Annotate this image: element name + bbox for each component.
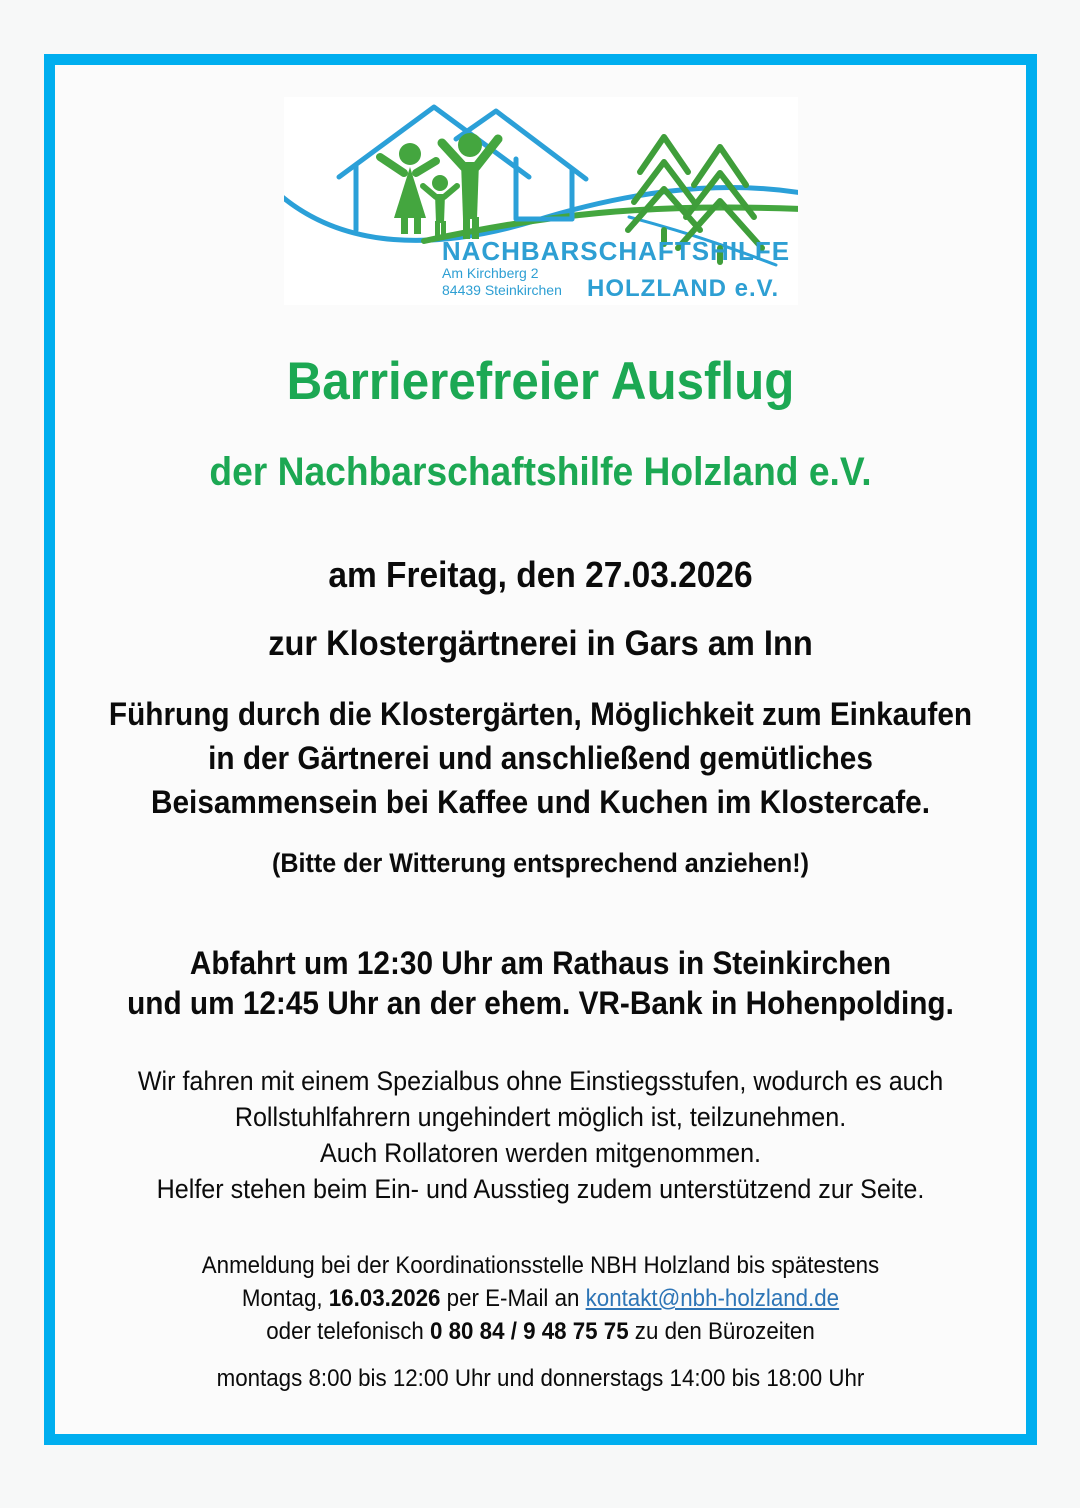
event-description-line2: in der Gärtnerei und anschließend gemütliches: [208, 740, 873, 776]
event-description-line1: Führung durch die Klostergärten, Möglichkeit zum Einkaufen: [108, 696, 973, 732]
logo-address-line2: 84439 Steinkirchen: [441, 282, 562, 298]
contact-email-link[interactable]: kontakt@nbh-holzland.de: [585, 1285, 840, 1312]
accessibility-line1: Wir fahren mit einem Spezialbus ohne Einstiegsstufen, wodurch es auch: [137, 1066, 944, 1096]
weather-note: (Bitte der Witterung entsprechend anziehen!): [272, 848, 809, 878]
accessibility-line3: Auch Rollatoren werden mitgenommen.: [319, 1138, 762, 1168]
registration-line3-suffix: zu den Bürozeiten: [628, 1318, 815, 1345]
registration-info: [89, 1249, 992, 1348]
event-destination: zur Klostergärtnerei in Gars am Inn: [268, 624, 813, 663]
departure-line1: Abfahrt um 12:30 Uhr am Rathaus in Steinkirchen: [189, 945, 892, 981]
registration-line2-mid: per E-Mail an: [440, 1285, 586, 1312]
registration-phone: 0 80 84 / 9 48 75 75: [430, 1318, 629, 1345]
accessibility-line2: Rollstuhlfahrern ungehindert möglich ist, teilzunehmen.: [234, 1102, 847, 1132]
flyer-title: Barrierefreier Ausflug: [286, 352, 795, 411]
event-date: am Freitag, den 27.03.2026: [328, 554, 753, 595]
registration-line2-prefix: Montag,: [241, 1285, 329, 1312]
flyer-border-frame: [44, 54, 1037, 1445]
logo-org-name-2: HOLZLAND e.V.: [586, 275, 779, 302]
accessibility-info: [89, 1063, 992, 1207]
logo-org-name: NACHBARSCHAFTSHILFE: [441, 236, 790, 266]
registration-line3-prefix: oder telefonisch: [266, 1318, 431, 1345]
office-hours: montags 8:00 bis 12:00 Uhr und donnerstags 14:00 bis 18:00 Uhr: [216, 1365, 865, 1392]
accessibility-line4: Helfer stehen beim Ein- und Ausstieg zudem unterstützend zur Seite.: [156, 1174, 925, 1204]
family-icon: [380, 133, 498, 239]
organization-logo: [284, 97, 798, 305]
departure-info: [89, 943, 992, 1023]
flyer-subtitle: der Nachbarschaftshilfe Holzland e.V.: [209, 450, 872, 494]
registration-line1: Anmeldung bei der Koordinationsstelle NBH Holzland bis spätestens: [201, 1252, 880, 1279]
event-description: [89, 692, 992, 824]
registration-deadline: 16.03.2026: [328, 1285, 441, 1312]
logo-address-line1: Am Kirchberg 2: [441, 265, 538, 281]
departure-line2: und um 12:45 Uhr an der ehem. VR-Bank in Hohenpolding.: [127, 985, 954, 1021]
event-description-line3: Beisammensein bei Kaffee und Kuchen im Klostercafe.: [151, 784, 930, 820]
